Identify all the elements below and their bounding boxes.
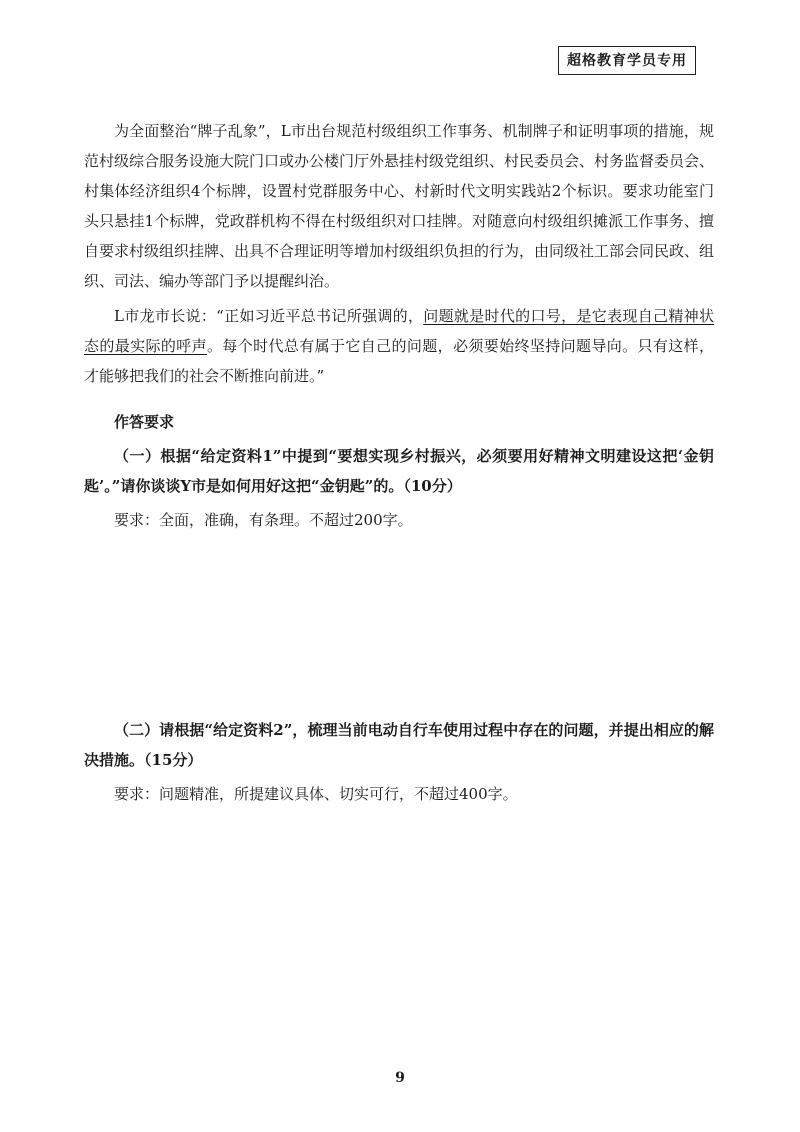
question-1: （一）根据“给定资料1”中提到“要想实现乡村振兴，必须要用好精神文明建设这把‘金钥匙’。”请你谈谈Y市是如何用好这把“金钥匙”的。（10分） (84, 447, 714, 495)
quote-intro: L市龙市长说：“正如习近平总书记所强调的， (114, 307, 424, 325)
question-2: （二）请根据“给定资料2”，梳理当前电动自行车使用过程中存在的问题，并提出相应的解决措施。（15分） (84, 721, 714, 769)
answer-requirements-heading: 作答要求 (114, 413, 175, 431)
underlined-quote: 问题就是时代的口号，是它表现自己精神状态的最实际的呼声 (84, 307, 714, 355)
page-number: 9 (395, 1070, 405, 1086)
page-content (84, 116, 714, 809)
material-paragraph-1: 为全面整治“牌子乱象”，L市出台规范村级组织工作事务、机制牌子和证明事项的措施，规范村级综合服务设施大院门口或办公楼门厅外悬挂村级党组织、村民委员会、村务监督委员会、村集体经济组织4个标牌，设置村党群服务中心、村新时代文明实践站2个标识。要求功能室门头只悬挂1个标牌，党政群机构不得在村级组织对口挂牌。对随意向村级组织摊派工作事务、擅自要求村级组织挂牌、出具不合理证明等增加村级组织负担的行为，由同级社工部会同民政、组织、司法、编办等部门予以提醒纠治。 (84, 122, 715, 290)
material-paragraph-2 (84, 301, 714, 391)
exclusive-use-badge: 超格教育学员专用 (558, 46, 696, 75)
quote-continuation: 。每个时代总有属于它自己的问题，必须要始终坚持问题导向。只有这样，才能够把我们的社会不断推向前进。” (84, 337, 714, 385)
question-2-requirement: 要求：问题精准，所提建议具体、切实可行，不超过400字。 (114, 785, 518, 803)
question-1-requirement: 要求：全面，准确，有条理。不超过200字。 (114, 511, 413, 529)
